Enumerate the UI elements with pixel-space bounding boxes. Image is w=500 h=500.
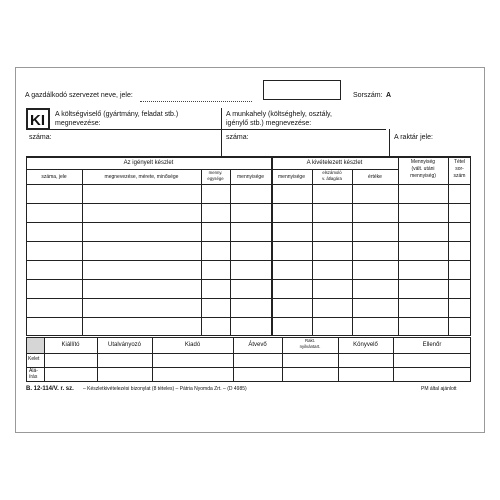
col-divider-name (201, 169, 202, 336)
table-row-line (26, 298, 471, 299)
col-name: megnevezése, mérete, minősége (104, 174, 179, 180)
table-row-line (26, 222, 471, 223)
organization-input-line[interactable] (140, 101, 252, 102)
col-divider-requested (271, 157, 273, 336)
controller-label: Ellenőr (422, 342, 442, 348)
col-value: értéke (368, 174, 382, 180)
table-row-line (26, 279, 471, 280)
cost-bearer-number-label: száma: (29, 134, 52, 141)
table-row-line (26, 241, 471, 242)
col-price-2: v. átlagára (322, 176, 342, 181)
col-divider-issued-qty (312, 169, 313, 336)
col-divider-value (398, 157, 399, 336)
receiver-label: Átvevő (248, 342, 267, 348)
accountant-label: Könyvelő (353, 342, 378, 348)
footer-form-code: B. 12-114/V. r. sz. (26, 386, 74, 392)
table-row-line (26, 260, 471, 261)
col-item-3: szám (453, 173, 466, 179)
signature-divider (282, 337, 283, 382)
workplace-label-2: igénylő stb.) megnevezése: (226, 120, 312, 127)
col-item-1: Tétel (453, 159, 466, 165)
ki-badge (26, 108, 50, 130)
serial-box[interactable] (263, 80, 341, 100)
issuer-label: Kiállító (61, 342, 80, 348)
col-divider-unit (230, 169, 231, 336)
workplace-label-1: A munkahely (költséghely, osztály, (226, 111, 332, 118)
col-unit-1: menny. (208, 170, 223, 175)
signature-date-line (26, 367, 471, 368)
warehouse-divider (389, 129, 390, 156)
footer-description: – Készletkivételezési bizonylat (8 tételes) – Pátria Nyomda Zrt. – (D 4985) (83, 386, 247, 392)
footer-recommended: PM által ajánlott (421, 386, 457, 392)
cost-bearer-label-1: A költségviselő (gyártmány, feladat stb.) (55, 111, 179, 118)
authorizer-label: Utalványozó (107, 342, 142, 348)
table-row-line (26, 317, 471, 318)
signature-header-line (26, 353, 471, 354)
col-issued-quantity: mennyisége (278, 174, 305, 180)
col-remaining-2: (vált. utáni (411, 166, 435, 172)
table-row-line (26, 203, 471, 204)
cost-bearer-label-2: megnevezése: (55, 120, 101, 127)
serial-label: Sorszám: (353, 92, 383, 99)
ki-badge-text: KI (30, 112, 45, 129)
warehouse-label: A raktár jele: (394, 134, 433, 141)
signature-label-2: írás (29, 374, 38, 380)
record-label-2: nyilvántart. (299, 344, 321, 349)
col-remaining-1: Mennyiség (410, 159, 436, 165)
record-label-1: Rakt. (304, 338, 316, 343)
column-header-line (26, 184, 471, 185)
workplace-number-label: száma: (226, 134, 249, 141)
serial-value: A (386, 92, 392, 99)
col-remaining-3: mennyiség) (410, 173, 436, 179)
info-number-row-line (26, 129, 386, 130)
col-requested-quantity: mennyisége (237, 174, 264, 180)
signature-corner-shade (27, 338, 44, 353)
col-code: száma, jele (41, 174, 67, 180)
col-divider-remaining (448, 157, 449, 336)
signature-label-1: Alá- (29, 368, 38, 374)
col-divider-price (352, 169, 353, 336)
issued-group-title: A kivételezett készlet (306, 160, 363, 166)
handed-out-label: Kiadó (184, 342, 201, 348)
organization-label: A gazdálkodó szervezet neve, jele: (25, 92, 133, 99)
cost-bearer-divider (221, 108, 222, 156)
col-price-1: elszámoló (322, 170, 342, 175)
col-item-2: sor- (455, 166, 464, 172)
col-divider-code (82, 169, 83, 336)
col-unit-2: egysége (207, 176, 224, 181)
dated-label: Kelet (28, 356, 40, 362)
requested-group-title: Az igényelt készlet (123, 160, 174, 166)
